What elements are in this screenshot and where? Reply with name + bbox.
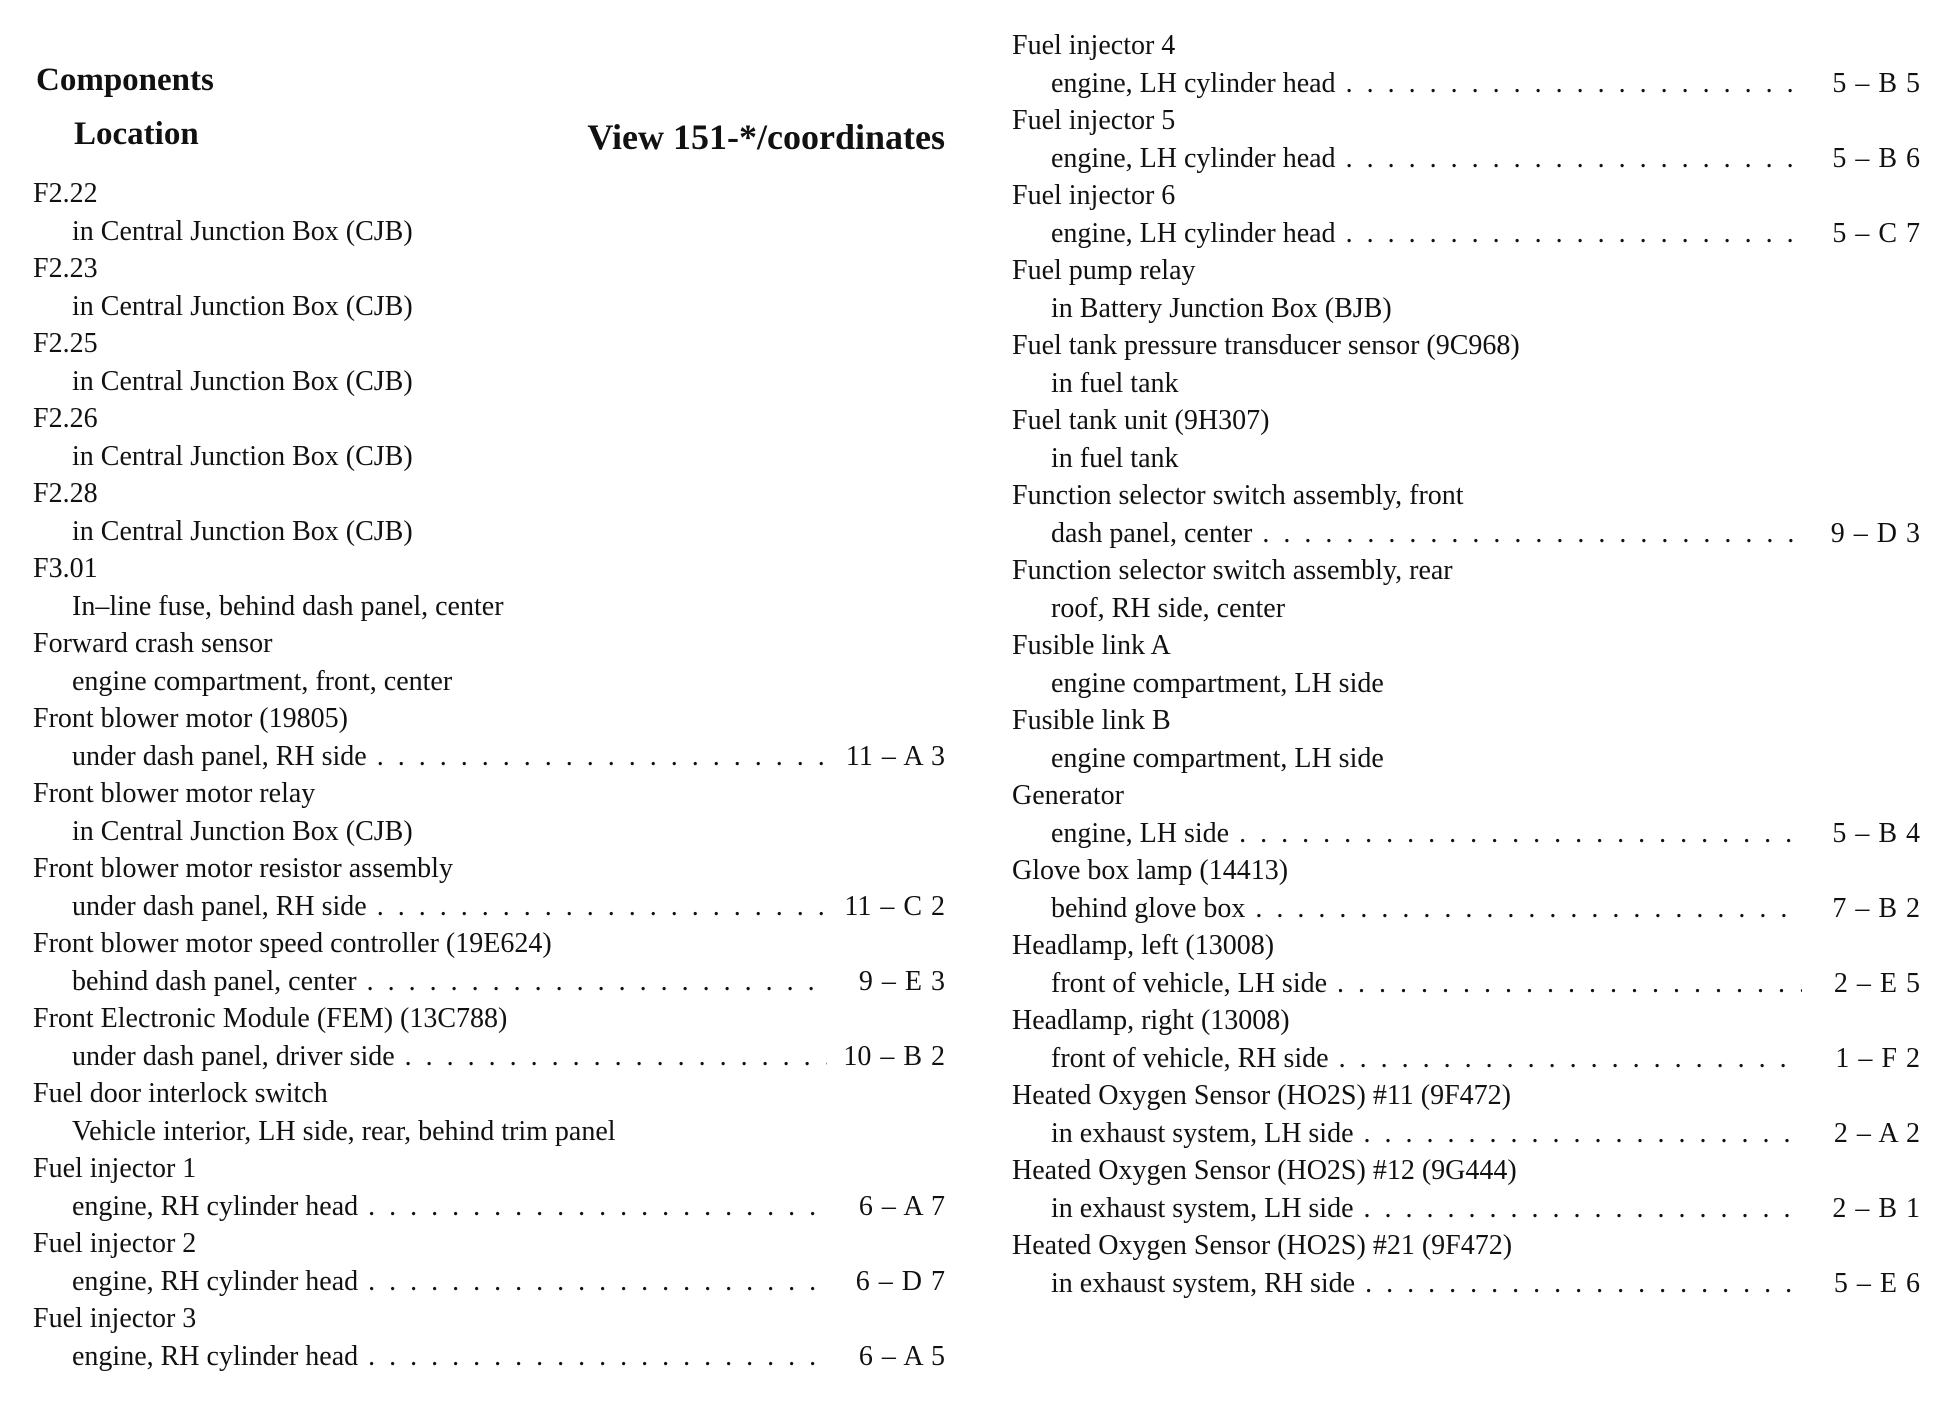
component-name: F2.28 xyxy=(33,478,98,509)
component-location-row xyxy=(1012,1265,1920,1303)
dot-leader xyxy=(368,1263,827,1301)
component-location: engine, LH cylinder head xyxy=(1051,217,1336,249)
component-entry xyxy=(1012,177,1920,252)
component-location: front of vehicle, LH side xyxy=(1051,967,1328,999)
left-entry-list xyxy=(33,175,945,1375)
component-location: in Central Junction Box (CJB) xyxy=(72,515,413,547)
component-location-row xyxy=(33,1338,945,1376)
view-coordinate: 7 – B 2 xyxy=(1832,892,1920,924)
component-location-row xyxy=(1012,1115,1920,1153)
component-entry xyxy=(1012,852,1920,927)
component-entry xyxy=(1012,777,1920,852)
component-location: engine, RH cylinder head xyxy=(72,1265,359,1297)
component-location-row xyxy=(33,1188,945,1226)
component-location-row xyxy=(1012,215,1920,253)
view-coordinate: 1 – F 2 xyxy=(1835,1042,1920,1074)
component-location-row xyxy=(33,813,945,851)
component-location-row xyxy=(1012,440,1920,478)
component-entry xyxy=(1012,702,1920,777)
component-entry xyxy=(1012,102,1920,177)
component-location: engine compartment, LH side xyxy=(1051,742,1384,774)
location-heading: Location xyxy=(74,116,199,152)
dot-leader xyxy=(1346,65,1802,103)
component-location-row xyxy=(33,1263,945,1301)
dot-leader xyxy=(368,1188,827,1226)
component-name: Fuel injector 6 xyxy=(1012,180,1176,211)
dot-leader xyxy=(377,888,827,926)
dot-leader xyxy=(1255,890,1802,928)
dot-leader xyxy=(1262,515,1802,553)
component-entry xyxy=(1012,402,1920,477)
component-entry xyxy=(1012,627,1920,702)
component-location-row xyxy=(1012,290,1920,328)
component-location: engine, LH cylinder head xyxy=(1051,142,1336,174)
component-location: under dash panel, RH side xyxy=(72,890,367,922)
component-location-row xyxy=(1012,515,1920,553)
component-entry xyxy=(1012,477,1920,552)
component-location: engine, LH cylinder head xyxy=(1051,67,1336,99)
dot-leader xyxy=(1346,140,1802,178)
component-location-row xyxy=(33,588,945,626)
component-location-row xyxy=(33,438,945,476)
component-location: behind glove box xyxy=(1051,892,1246,924)
dot-leader xyxy=(368,1338,827,1376)
component-name: Fuel injector 5 xyxy=(1012,105,1176,136)
view-coordinate: 6 – D 7 xyxy=(855,1265,945,1297)
view-coordinate: 11 – C 2 xyxy=(844,890,945,922)
component-name: Fuel injector 3 xyxy=(33,1303,197,1334)
component-entry xyxy=(33,1075,945,1150)
component-entry xyxy=(1012,327,1920,402)
component-location: in Battery Junction Box (BJB) xyxy=(1051,292,1392,324)
component-name: Front blower motor resistor assembly xyxy=(33,853,453,884)
component-name: Front blower motor relay xyxy=(33,778,316,809)
component-entry xyxy=(33,1000,945,1075)
component-name: F3.01 xyxy=(33,553,98,584)
view-coordinate: 6 – A 5 xyxy=(858,1340,945,1372)
view-coordinate: 9 – E 3 xyxy=(858,965,945,997)
dot-leader xyxy=(1346,215,1802,253)
component-location: engine, RH cylinder head xyxy=(72,1190,359,1222)
component-entry xyxy=(33,1150,945,1225)
component-entry xyxy=(33,175,945,250)
dot-leader xyxy=(1364,1115,1802,1153)
component-name: Fuel injector 2 xyxy=(33,1228,197,1259)
component-name: Function selector switch assembly, front xyxy=(1012,480,1464,511)
component-location: in Central Junction Box (CJB) xyxy=(72,815,413,847)
component-name: F2.26 xyxy=(33,403,98,434)
component-name: Fuel door interlock switch xyxy=(33,1078,328,1109)
component-location-row xyxy=(33,1113,945,1151)
components-heading: Components xyxy=(36,62,214,98)
component-entry xyxy=(1012,1002,1920,1077)
view-coordinate: 10 – B 2 xyxy=(843,1040,945,1072)
dot-leader xyxy=(1337,965,1802,1003)
component-entry xyxy=(33,700,945,775)
component-location: in fuel tank xyxy=(1051,367,1179,399)
component-name: Fuel injector 1 xyxy=(33,1153,197,1184)
view-coordinates-heading: View 151-*/coordinates xyxy=(587,117,945,157)
view-coordinate: 2 – A 2 xyxy=(1833,1117,1920,1149)
dot-leader xyxy=(367,963,827,1001)
component-location: in Central Junction Box (CJB) xyxy=(72,440,413,472)
component-name: Front Electronic Module (FEM) (13C788) xyxy=(33,1003,508,1034)
component-name: Function selector switch assembly, rear xyxy=(1012,555,1453,586)
component-location: engine, LH side xyxy=(1051,817,1230,849)
component-name: Fuel tank unit (9H307) xyxy=(1012,405,1270,436)
view-coordinate: 5 – B 5 xyxy=(1832,67,1920,99)
component-entry xyxy=(33,400,945,475)
view-coordinate: 11 – A 3 xyxy=(845,740,945,772)
component-location-row xyxy=(33,363,945,401)
component-entry xyxy=(1012,1227,1920,1302)
dot-leader xyxy=(1339,1040,1802,1078)
component-location: in Central Junction Box (CJB) xyxy=(72,290,413,322)
component-location: In–line fuse, behind dash panel, center xyxy=(72,590,504,622)
right-entry-list xyxy=(1012,27,1920,1302)
component-location-row xyxy=(1012,815,1920,853)
component-entry xyxy=(33,325,945,400)
dot-leader xyxy=(1364,1190,1802,1228)
component-location: behind dash panel, center xyxy=(72,965,357,997)
component-entry xyxy=(33,1300,945,1375)
component-location-row xyxy=(33,1038,945,1076)
view-coordinate: 6 – A 7 xyxy=(858,1190,945,1222)
component-location: under dash panel, RH side xyxy=(72,740,367,772)
component-name: Generator xyxy=(1012,780,1124,811)
component-name: F2.22 xyxy=(33,178,98,209)
component-location-row xyxy=(1012,665,1920,703)
component-name: Heated Oxygen Sensor (HO2S) #11 (9F472) xyxy=(1012,1080,1511,1111)
component-location: in Central Junction Box (CJB) xyxy=(72,365,413,397)
component-location: engine, RH cylinder head xyxy=(72,1340,359,1372)
component-location-row xyxy=(33,513,945,551)
component-entry xyxy=(33,850,945,925)
component-location-row xyxy=(33,888,945,926)
component-name: Headlamp, right (13008) xyxy=(1012,1005,1290,1036)
dot-leader xyxy=(1239,815,1802,853)
view-coordinate: 5 – B 4 xyxy=(1832,817,1920,849)
component-location-row xyxy=(1012,140,1920,178)
component-location: engine compartment, front, center xyxy=(72,665,453,697)
component-entry xyxy=(33,475,945,550)
component-entry xyxy=(33,250,945,325)
component-entry xyxy=(1012,1152,1920,1227)
dot-leader xyxy=(1365,1265,1802,1303)
component-location-row xyxy=(33,213,945,251)
component-entry xyxy=(33,925,945,1000)
component-location: in exhaust system, LH side xyxy=(1051,1117,1354,1149)
component-name: Headlamp, left (13008) xyxy=(1012,930,1275,961)
component-name: Fusible link B xyxy=(1012,705,1171,736)
component-name: Fusible link A xyxy=(1012,630,1171,661)
component-location-row xyxy=(1012,965,1920,1003)
component-entry xyxy=(1012,1077,1920,1152)
component-location: front of vehicle, RH side xyxy=(1051,1042,1329,1074)
component-location: engine compartment, LH side xyxy=(1051,667,1384,699)
component-entry xyxy=(33,1225,945,1300)
component-name: Glove box lamp (14413) xyxy=(1012,855,1289,886)
component-name: Heated Oxygen Sensor (HO2S) #21 (9F472) xyxy=(1012,1230,1513,1261)
component-name: Front blower motor speed controller (19E624) xyxy=(33,928,552,959)
component-location-row xyxy=(1012,740,1920,778)
view-coordinate: 5 – B 6 xyxy=(1832,142,1920,174)
component-location: Vehicle interior, LH side, rear, behind trim panel xyxy=(72,1115,616,1147)
view-coordinate: 5 – C 7 xyxy=(1832,217,1920,249)
component-location: in exhaust system, LH side xyxy=(1051,1192,1354,1224)
component-location-row xyxy=(1012,890,1920,928)
component-entry xyxy=(33,625,945,700)
component-entry xyxy=(1012,252,1920,327)
component-location-row xyxy=(1012,590,1920,628)
view-coordinate: 2 – B 1 xyxy=(1832,1192,1920,1224)
component-location: in Central Junction Box (CJB) xyxy=(72,215,413,247)
component-location-row xyxy=(1012,65,1920,103)
component-location-row xyxy=(33,663,945,701)
dot-leader xyxy=(377,738,827,776)
component-name: Forward crash sensor xyxy=(33,628,273,659)
view-coordinate: 9 – D 3 xyxy=(1830,517,1920,549)
component-location-row xyxy=(1012,1190,1920,1228)
component-entry xyxy=(33,775,945,850)
component-location-row xyxy=(1012,1040,1920,1078)
component-name: Fuel pump relay xyxy=(1012,255,1196,286)
component-location: roof, RH side, center xyxy=(1051,592,1286,624)
component-location-row xyxy=(1012,365,1920,403)
component-location: in exhaust system, RH side xyxy=(1051,1267,1356,1299)
component-location-row xyxy=(33,738,945,776)
component-name: Fuel tank pressure transducer sensor (9C968) xyxy=(1012,330,1520,361)
component-name: Front blower motor (19805) xyxy=(33,703,348,734)
component-name: Fuel injector 4 xyxy=(1012,30,1176,61)
component-location: in fuel tank xyxy=(1051,442,1179,474)
component-entry xyxy=(1012,927,1920,1002)
component-entry xyxy=(1012,27,1920,102)
component-location: dash panel, center xyxy=(1051,517,1253,549)
component-entry xyxy=(33,550,945,625)
component-location-row xyxy=(33,963,945,1001)
view-coordinate: 2 – E 5 xyxy=(1833,967,1920,999)
view-coordinate: 5 – E 6 xyxy=(1833,1267,1920,1299)
component-location: under dash panel, driver side xyxy=(72,1040,395,1072)
component-name: F2.25 xyxy=(33,328,98,359)
component-location-row xyxy=(33,288,945,326)
dot-leader xyxy=(405,1038,827,1076)
component-name: F2.23 xyxy=(33,253,98,284)
component-name: Heated Oxygen Sensor (HO2S) #12 (9G444) xyxy=(1012,1155,1517,1186)
component-entry xyxy=(1012,552,1920,627)
